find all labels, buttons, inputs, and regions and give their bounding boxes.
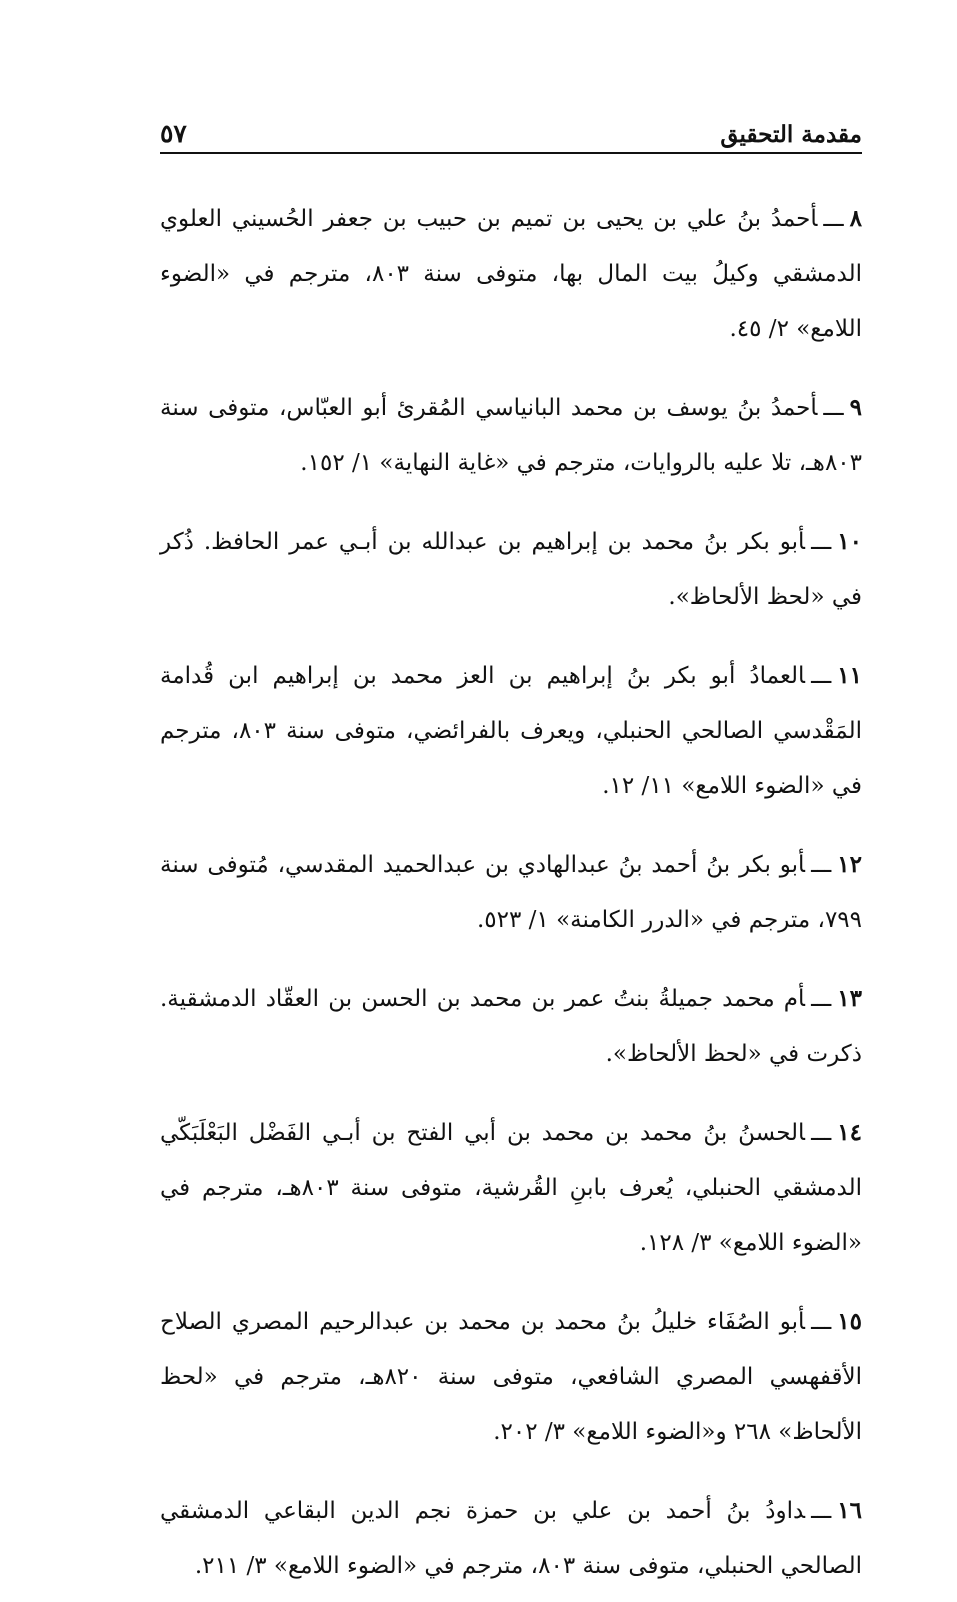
- entry-number: ١٢: [837, 851, 862, 878]
- entry-number: ١٤: [837, 1119, 862, 1146]
- running-header: [160, 108, 862, 154]
- running-title: مقدمة التحقيق: [720, 121, 862, 148]
- entry-13: [160, 971, 862, 1082]
- entry-11: [160, 648, 862, 814]
- entry-text: أبو الصُفَاء خليلُ بنُ محمد بن محمد بن عبدالرحيم المصري الصلاح الأقفهسي المصري الشافعي، متوفى سنة ٨٢٠هـ، مترجم في «لحظ الألحاظ» ٢٦٨ و«الضوء اللامع» ٣/ ٢٠٢.: [160, 1309, 862, 1445]
- entry-text: أم محمد جميلةُ بنتُ عمر بن محمد بن الحسن بن العقّاد الدمشقية. ذكرت في «لحظ الألحاظ».: [160, 986, 862, 1067]
- entry-number: ٨: [849, 205, 862, 232]
- entry-text: داودُ بنُ أحمد بن علي بن حمزة نجم الدين البقاعي الدمشقي الصالحي الحنبلي، متوفى سنة ٨٠٣، مترجم في «الضوء اللامع» ٣/ ٢١١.: [160, 1498, 862, 1579]
- entry-8: [160, 191, 862, 357]
- entry-14: [160, 1105, 862, 1271]
- page-number: ٥٧: [160, 119, 187, 148]
- entry-dash: ـــ: [811, 1498, 832, 1524]
- entry-number: ١٠: [837, 528, 862, 555]
- entry-number: ١٣: [837, 985, 862, 1012]
- entry-number: ١١: [837, 662, 862, 689]
- entry-dash: ـــ: [811, 852, 832, 878]
- entries-list: [160, 168, 862, 1602]
- entry-15: [160, 1294, 862, 1460]
- entry-text: الحسنُ بنُ محمد بن محمد بن أبي الفتح بن أبـي الفَضْل البَعْلَبَكّي الدمشقي الحنبلي، يُعرف بابنِ القُرشية، متوفى سنة ٨٠٣هـ، مترجم في «الضوء اللامع» ٣/ ١٢٨.: [160, 1120, 862, 1256]
- entry-12: [160, 837, 862, 948]
- entry-text: أبو بكر بنُ محمد بن إبراهيم بن عبدالله بن أبـي عمر الحافظ. ذُكر في «لحظ الألحاظ».: [160, 529, 862, 610]
- entry-9: [160, 380, 862, 491]
- entry-dash: ـــ: [811, 529, 832, 555]
- entry-dash: ـــ: [811, 1309, 832, 1335]
- entry-dash: ـــ: [823, 395, 844, 421]
- entry-text: أبو بكر بنُ أحمد بنُ عبدالهادي بن عبدالحميد المقدسي، مُتوفى سنة ٧٩٩، مترجم في «الدرر الكامنة» ١/ ٥٢٣.: [160, 852, 862, 933]
- entry-text: أحمدُ بنُ يوسف بن محمد البانياسي المُقرئ أبو العبّاس، متوفى سنة ٨٠٣هـ، تلا عليه بالروايات، مترجم في «غاية النهاية» ١/ ١٥٢.: [160, 395, 862, 476]
- entry-text: العمادُ أبو بكر بنُ إبراهيم بن العز محمد بن إبراهيم ابن قُدامة المَقْدسي الصالحي الحنبلي، ويعرف بالفرائضي، متوفى سنة ٨٠٣، مترجم في «الضوء اللامع» ١١/ ١٢.: [160, 663, 862, 799]
- entry-dash: ـــ: [811, 663, 832, 689]
- entry-dash: ـــ: [823, 206, 844, 232]
- entry-10: [160, 514, 862, 625]
- entry-16: [160, 1483, 862, 1594]
- entry-number: ١٥: [837, 1308, 862, 1335]
- entry-dash: ـــ: [811, 1120, 832, 1146]
- entry-number: ٩: [849, 394, 862, 421]
- entry-dash: ـــ: [811, 986, 832, 1012]
- entry-text: أحمدُ بنُ علي بن يحيى بن تميم بن حبيب بن جعفر الحُسيني العلوي الدمشقي وكيلُ بيت المال بها، متوفى سنة ٨٠٣، مترجم في «الضوء اللامع» ٢/ ٤٥.: [160, 206, 863, 342]
- entry-number: ١٦: [837, 1497, 862, 1524]
